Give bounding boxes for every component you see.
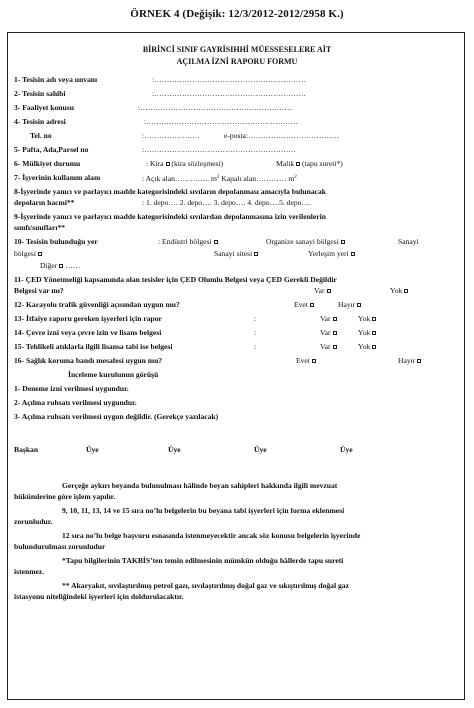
f11-var-label: Var — [314, 286, 325, 295]
field-9-line1: 9-İşyerinde yanıcı ve parlayıcı madde kategorisindeki sıvılardan depolanmasına izin verilenlerin — [14, 212, 326, 221]
f15-var-checkbox — [333, 345, 337, 349]
field-10-label: 10- Tesisin bulunduğu yer — [14, 237, 98, 246]
field-2-label: 2- Tesisin sahibi — [14, 89, 66, 98]
location-diger — [40, 261, 80, 270]
page-heading: ÖRNEK 4 (Değişik: 12/3/2012-2012/2958 K.) — [130, 8, 344, 20]
sitesi-label: Sanayi sitesi — [214, 249, 253, 258]
diger-label: Diğer — [40, 261, 58, 270]
f16-evet — [296, 356, 316, 365]
f16-evet-label: Evet — [296, 356, 310, 365]
f14-yok-checkbox — [372, 331, 376, 335]
signature-uye-4: Üye — [340, 445, 353, 454]
f15-colon: : — [254, 342, 257, 351]
field-11-line2: Belgesi var mı? — [14, 286, 64, 295]
malik-checkbox — [296, 162, 300, 166]
form-title-line2: AÇILMA İZNİ RAPORU FORMU — [176, 57, 298, 66]
tel-value: :…………………. — [142, 131, 200, 140]
f13-var-label: Var — [320, 314, 331, 323]
field-15-label: 15- Tehlikeli atıklarla ilgili lisansa tabi ise belgesi — [14, 342, 173, 351]
f14-colon: : — [254, 328, 257, 337]
field-11-line1: 11- ÇED Yönetmeliği kapsamında olan tesisler için ÇED Olumlu Belgesi veya ÇED Gerekli Değildir — [14, 275, 337, 284]
f13-yok-checkbox — [372, 317, 376, 321]
f13-yok — [358, 314, 376, 323]
endustri-checkbox — [214, 240, 218, 244]
f12-evet-checkbox — [310, 303, 314, 307]
f15-yok-checkbox — [372, 345, 376, 349]
signature-uye-1: Üye — [86, 445, 99, 454]
opinion-1: 1- Deneme izni verilmesi uygundur. — [14, 384, 129, 393]
f16-evet-checkbox — [312, 359, 316, 363]
open-area-unit-exp: 2 — [216, 175, 220, 180]
note-1-line1: Gerçeğe aykırı beyanda bulunulması hâlinde beyan sahipleri hakkında ilgili mevzuat — [62, 481, 338, 490]
f11-yok-checkbox — [404, 289, 408, 293]
f12-evet-label: Evet — [294, 300, 308, 309]
ownership-malik — [276, 159, 343, 168]
field-5-label: 5- Pafta, Ada,Parsel no — [14, 145, 89, 154]
f15-var-label: Var — [320, 342, 331, 351]
field-9-line2: sınıfı/sınıfları** — [14, 223, 66, 232]
field-2-value: :…………………………………………………… — [152, 89, 306, 98]
tel-label: Tel. no — [30, 131, 52, 140]
location-bolgesi — [14, 249, 42, 258]
f15-yok — [358, 342, 376, 351]
location-yerlesim — [308, 249, 355, 258]
f11-var-checkbox — [327, 289, 331, 293]
f15-yok-label: Yok — [358, 342, 371, 351]
closed-area-unit-exp: 2 — [294, 175, 297, 180]
f16-hayir — [398, 356, 421, 365]
diger-dots: …… — [65, 261, 81, 270]
field-3-label: 3- Faaliyet konusu — [14, 103, 74, 112]
opinion-2: 2- Açılma ruhsatı verilmesi uygundur. — [14, 398, 137, 407]
signature-uye-2: Üye — [168, 445, 181, 454]
closed-area: Kapalı alan………… m — [221, 174, 295, 183]
field-4-value: :…………………………………………………… — [144, 117, 298, 126]
field-14-label: 14- Çevre izni veya çevre izin ve lisans belgesi — [14, 328, 162, 337]
note-3-line1: 12 sıra no’lu belge başvuru esnasında istenmeyecektir ancak söz konusu belgelerin işyerinde — [62, 531, 361, 540]
f13-var — [320, 314, 337, 323]
eposta-value: e-posta:……………………………… — [224, 131, 340, 140]
kira-checkbox — [166, 162, 170, 166]
field-8-line1: 8-İşyerinde yanıcı ve parlayıcı madde kategorisindeki sıvıların depolanması amacıyla bulunacak — [14, 187, 327, 196]
f12-evet — [294, 300, 314, 309]
field-4-label: 4- Tesisin adresi — [14, 117, 66, 126]
field-13-label: 13- İtfaiye raporu gereken işyerleri için rapor — [14, 314, 162, 323]
osb-label: Organize sanayi bölgesi — [266, 237, 339, 246]
note-2-line2: zorunludur. — [14, 517, 53, 526]
note-2-line1: 9, 10, 11, 13, 14 ve 15 sıra no’lu belgelerin bu beyana tabi işyerleri için forma eklenmesi — [62, 506, 345, 515]
f13-yok-label: Yok — [358, 314, 371, 323]
f14-var — [320, 328, 337, 337]
field-1-label: 1- Tesisin adı veya unvanı — [14, 75, 98, 84]
field-12-label: 12- Karayolu trafik güvenliği açısından uygun mu? — [14, 300, 180, 309]
field-8-value: : 1. depo…. 2. depo…. 3. depo…. 4. depo….5. depo…. — [142, 198, 311, 207]
f16-hayir-checkbox — [417, 359, 421, 363]
kira-note: (kira sözleşmesi) — [171, 159, 224, 168]
field-6-label: 6- Mülkiyet durumu — [14, 159, 81, 168]
yerlesim-label: Yerleşim yeri — [308, 249, 349, 258]
f14-yok-label: Yok — [358, 328, 371, 337]
committee-opinion-heading: İnceleme kurulunun görüşü — [68, 370, 159, 379]
field-3-value: :…………………………………………………… — [138, 103, 292, 112]
endustri-label: : Endüstri bölgesi — [158, 237, 212, 246]
bolgesi-label: bölgesi — [14, 249, 36, 258]
signature-baskan: Başkan — [14, 445, 39, 454]
bolgesi-checkbox — [38, 252, 42, 256]
diger-checkbox — [59, 264, 63, 268]
yerlesim-checkbox — [351, 252, 355, 256]
f16-hayir-label: Hayır — [398, 356, 416, 365]
f15-var — [320, 342, 337, 351]
location-endustri — [158, 237, 218, 246]
field-8-label: depoların hacmi** — [14, 198, 75, 207]
opinion-3: 3- Açılma ruhsatı verilmesi uygun değildir. (Gerekçe yazılacak) — [14, 412, 219, 421]
kira-label: : Kira — [146, 159, 164, 168]
f12-hayir-checkbox — [357, 303, 361, 307]
malik-note: (tapu sureti*) — [302, 159, 343, 168]
f12-hayir-label: Hayır — [338, 300, 356, 309]
note-1-line2: hükümlerine göre işlem yapılır. — [14, 492, 116, 501]
field-7-label: 7- İşyerinin kullanım alanı — [14, 173, 101, 182]
signature-uye-3: Üye — [254, 445, 267, 454]
note-5-line2: istasyonu niteliğindeki işyerleri için doldurulacaktır. — [14, 592, 184, 601]
form-title-line1: BİRİNCİ SINIF GAYRİSIHHİ MÜESSESELERE AİT — [142, 45, 332, 54]
permit-report-form — [7, 32, 465, 700]
malik-label: Malik — [276, 159, 295, 168]
f12-hayir — [338, 300, 361, 309]
location-sanayi: Sanayi — [398, 237, 419, 246]
f14-yok — [358, 328, 376, 337]
f13-var-checkbox — [333, 317, 337, 321]
note-4-line2: istenmez. — [14, 567, 45, 576]
sitesi-checkbox — [254, 252, 258, 256]
f13-colon: : — [254, 314, 257, 323]
field-5-value: :…………………………………………………… — [142, 145, 296, 154]
field-7-value — [142, 173, 297, 183]
location-osb — [266, 237, 345, 246]
note-4-line1: *Tapu bilgilerinin TAKBİS’ten temin edilmesinin mümkün olduğu hâllerde tapu sureti — [62, 556, 344, 565]
ownership-kira — [146, 159, 223, 168]
osb-checkbox — [341, 240, 345, 244]
note-3-line2: bulundurulması zorunludur — [14, 542, 106, 551]
f14-var-checkbox — [333, 331, 337, 335]
note-5-line1: ** Akaryakıt, sıvılaştırılmış petrol gazı, sıvılaştırılmış doğal gaz ve sıkıştırılmış doğal gaz — [62, 581, 349, 590]
f11-var — [314, 286, 331, 295]
field-1-value: :…………………………………………………… — [152, 75, 306, 84]
location-sitesi — [214, 249, 258, 258]
open-area: : Açık alan………….. m — [142, 174, 217, 183]
field-16-label: 16- Sağlık koruma bandı mesafesi uygun mu? — [14, 356, 163, 365]
f11-yok — [390, 286, 408, 295]
f14-var-label: Var — [320, 328, 331, 337]
f11-yok-label: Yok — [390, 286, 403, 295]
